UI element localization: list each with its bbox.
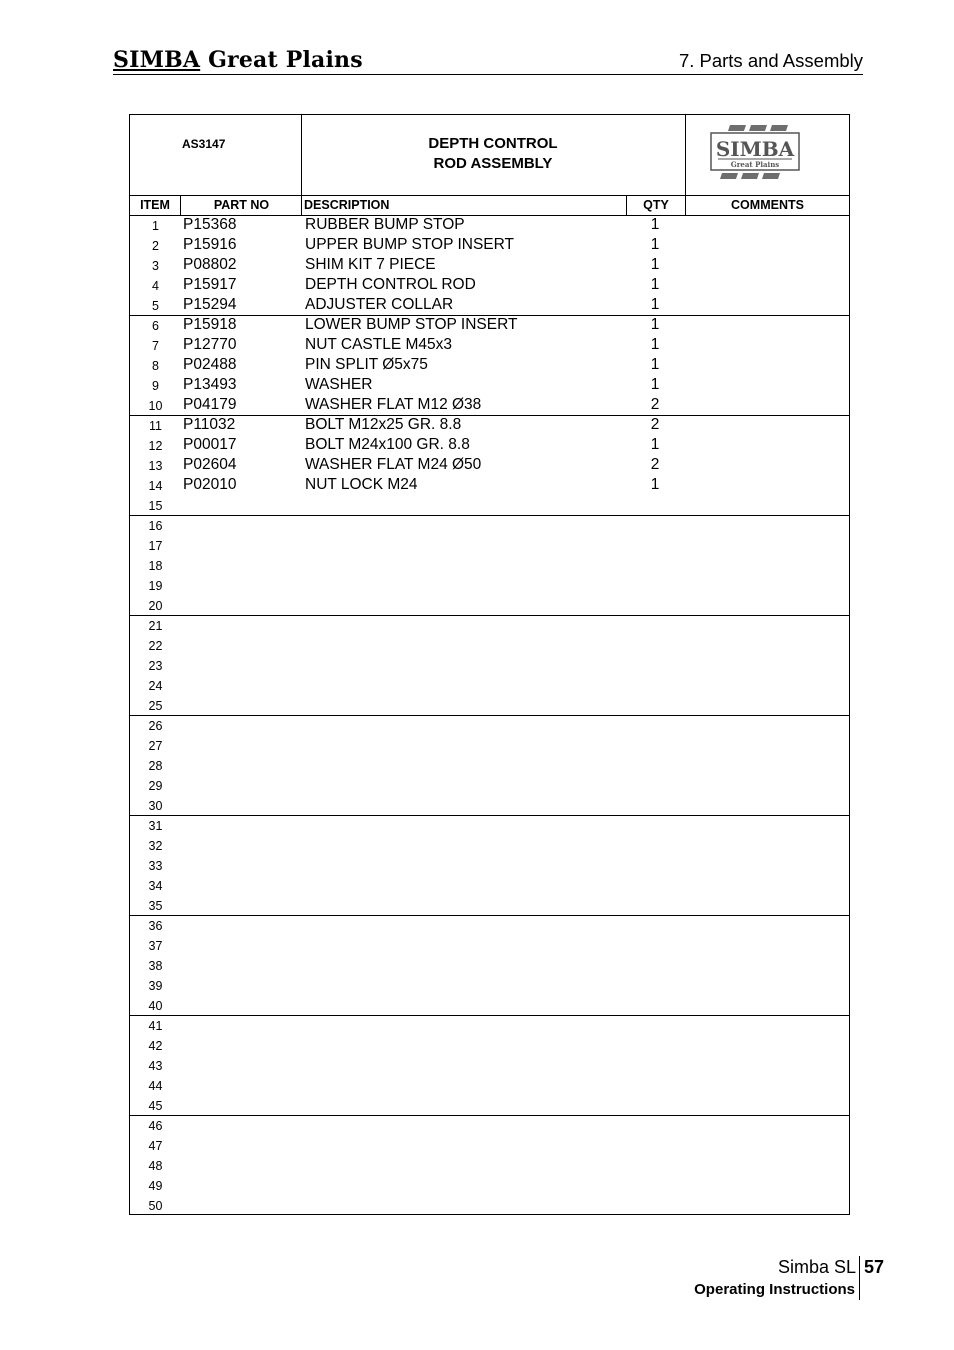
item-number: 32 <box>148 839 163 853</box>
table-row <box>130 655 849 675</box>
item-number: 26 <box>148 719 163 733</box>
simba-logo <box>708 125 802 181</box>
item-number: 17 <box>148 539 163 553</box>
item-number: 29 <box>148 779 163 793</box>
logo-text-main: SIMBA <box>715 137 795 161</box>
item-number: 5 <box>152 299 159 313</box>
item-number: 50 <box>148 1199 163 1213</box>
table-row <box>130 595 849 615</box>
part-number: P15368 <box>183 216 237 233</box>
table-row <box>130 935 849 955</box>
part-description: ADJUSTER COLLAR <box>305 296 454 313</box>
brand-wordmark <box>113 47 363 73</box>
item-number: 19 <box>148 579 163 593</box>
table-row <box>130 615 849 635</box>
table-row <box>130 1055 849 1075</box>
col-header-item: ITEM <box>140 198 170 212</box>
table-row <box>130 815 849 835</box>
table-row <box>130 975 849 995</box>
assembly-title-line1: DEPTH CONTROL <box>428 135 558 152</box>
item-number: 11 <box>149 419 162 433</box>
part-description: SHIM KIT 7 PIECE <box>305 256 436 273</box>
part-qty: 1 <box>650 276 660 293</box>
table-row <box>130 315 849 335</box>
table-row <box>130 635 849 655</box>
header-rule <box>113 74 863 75</box>
col-header-qty: QTY <box>643 198 669 212</box>
item-number: 6 <box>152 319 159 333</box>
item-number: 31 <box>148 819 163 833</box>
table-row <box>130 235 849 255</box>
item-number: 15 <box>148 499 163 513</box>
assembly-title <box>302 134 684 174</box>
table-row <box>130 875 849 895</box>
item-number: 20 <box>148 599 163 613</box>
part-number: P11032 <box>183 416 236 433</box>
table-row <box>130 675 849 695</box>
part-number: P02488 <box>183 356 237 373</box>
logo-text-sub: Great Plains <box>730 160 780 169</box>
item-number: 1 <box>152 219 159 233</box>
table-row <box>130 955 849 975</box>
part-description: NUT LOCK M24 <box>305 476 418 493</box>
part-qty: 1 <box>650 316 660 333</box>
item-number: 48 <box>148 1159 163 1173</box>
table-row <box>130 515 849 535</box>
brand-primary: SIMBA <box>113 47 201 73</box>
item-number: 43 <box>148 1059 163 1073</box>
item-number: 3 <box>152 259 159 273</box>
table-row <box>130 1075 849 1095</box>
table-row <box>130 335 849 355</box>
table-row <box>130 395 849 415</box>
item-number: 21 <box>148 619 163 633</box>
item-number: 36 <box>148 919 163 933</box>
table-row <box>130 795 849 815</box>
part-qty: 1 <box>650 476 660 493</box>
section-title: 7. Parts and Assembly <box>678 50 863 71</box>
item-number: 38 <box>148 959 163 973</box>
item-number: 24 <box>148 679 163 693</box>
table-row <box>130 1175 849 1195</box>
item-number: 34 <box>148 879 163 893</box>
table-row <box>130 835 849 855</box>
item-number: 8 <box>152 359 159 373</box>
table-row <box>130 1035 849 1055</box>
table-row <box>130 455 849 475</box>
part-qty: 1 <box>650 436 660 453</box>
parts-sheet <box>129 114 850 1215</box>
part-description: WASHER <box>305 376 373 393</box>
item-number: 45 <box>148 1099 163 1113</box>
part-description: NUT CASTLE M45x3 <box>305 336 453 353</box>
item-number: 39 <box>148 979 163 993</box>
table-row <box>130 535 849 555</box>
item-number: 18 <box>148 559 163 573</box>
part-description: PIN SPLIT Ø5x75 <box>305 356 428 373</box>
part-number: P08802 <box>183 256 237 273</box>
col-header-part-no: PART NO <box>213 198 270 212</box>
part-qty: 1 <box>650 256 660 273</box>
part-qty: 2 <box>650 416 660 433</box>
table-row <box>130 575 849 595</box>
footer-product: Simba SL <box>777 1257 856 1277</box>
part-number: P12770 <box>183 336 237 353</box>
item-number: 44 <box>148 1079 163 1093</box>
item-number: 33 <box>148 859 163 873</box>
part-number: P02010 <box>183 476 237 493</box>
table-row <box>130 415 849 435</box>
table-row <box>130 215 849 235</box>
item-number: 30 <box>148 799 163 813</box>
part-qty: 1 <box>650 296 660 313</box>
table-row <box>130 915 849 935</box>
table-row <box>130 855 849 875</box>
part-qty: 1 <box>650 356 660 373</box>
item-number: 9 <box>152 379 159 393</box>
table-row <box>130 695 849 715</box>
col-header-comments: COMMENTS <box>731 198 804 212</box>
part-description: RUBBER BUMP STOP <box>305 216 465 233</box>
part-number: P00017 <box>183 436 237 453</box>
part-description: BOLT M24x100 GR. 8.8 <box>305 436 470 453</box>
part-number: P04179 <box>183 396 237 413</box>
item-number: 46 <box>148 1119 163 1133</box>
table-row <box>130 775 849 795</box>
part-description: UPPER BUMP STOP INSERT <box>305 236 515 253</box>
col-divider-item <box>180 195 181 215</box>
part-number: P15294 <box>183 296 237 313</box>
item-number: 2 <box>152 239 159 253</box>
assembly-title-line2: ROD ASSEMBLY <box>433 155 553 172</box>
table-row <box>130 255 849 275</box>
part-number: P15918 <box>183 316 237 333</box>
part-description: BOLT M12x25 GR. 8.8 <box>305 416 462 433</box>
footer-separator <box>859 1256 860 1300</box>
table-row <box>130 1015 849 1035</box>
part-qty: 1 <box>650 336 660 353</box>
table-row <box>130 555 849 575</box>
part-qty: 2 <box>650 456 660 473</box>
part-description: WASHER FLAT M12 Ø38 <box>305 396 482 413</box>
item-number: 12 <box>148 439 163 453</box>
part-description: DEPTH CONTROL ROD <box>305 276 476 293</box>
table-row <box>130 475 849 495</box>
table-row <box>130 495 849 515</box>
item-number: 28 <box>148 759 163 773</box>
table-row <box>130 755 849 775</box>
item-number: 41 <box>148 1019 163 1033</box>
item-number: 40 <box>148 999 163 1013</box>
table-row <box>130 1155 849 1175</box>
table-row <box>130 735 849 755</box>
part-qty: 1 <box>650 236 660 253</box>
table-row <box>130 355 849 375</box>
table-row <box>130 1135 849 1155</box>
item-number: 27 <box>148 739 163 753</box>
part-number: P02604 <box>183 456 237 473</box>
item-number: 7 <box>152 339 159 353</box>
item-number: 23 <box>148 659 163 673</box>
item-number: 35 <box>148 899 163 913</box>
part-description: WASHER FLAT M24 Ø50 <box>305 456 482 473</box>
item-number: 37 <box>148 939 163 953</box>
table-row <box>130 1195 849 1215</box>
footer-subtitle: Operating Instructions <box>694 1281 855 1298</box>
item-number: 10 <box>148 399 163 413</box>
part-qty: 1 <box>650 376 660 393</box>
table-row <box>130 1115 849 1135</box>
table-row <box>130 1095 849 1115</box>
item-number: 16 <box>148 519 163 533</box>
table-row <box>130 375 849 395</box>
table-row <box>130 995 849 1015</box>
item-number: 47 <box>148 1139 163 1153</box>
table-row <box>130 715 849 735</box>
table-row <box>130 295 849 315</box>
item-number: 13 <box>148 459 163 473</box>
table-row <box>130 895 849 915</box>
header-bottom-rule <box>130 195 849 196</box>
item-number: 4 <box>152 279 159 293</box>
page-number: 57 <box>864 1257 885 1277</box>
item-number: 22 <box>148 639 163 653</box>
item-number: 42 <box>148 1039 163 1053</box>
part-qty: 2 <box>650 396 660 413</box>
assembly-code: AS3147 <box>182 137 226 151</box>
part-number: P15917 <box>183 276 237 293</box>
table-row <box>130 435 849 455</box>
part-number: P15916 <box>183 236 237 253</box>
part-description: LOWER BUMP STOP INSERT <box>305 316 518 333</box>
part-qty: 1 <box>650 216 660 233</box>
item-number: 49 <box>148 1179 163 1193</box>
item-number: 14 <box>148 479 163 493</box>
item-number: 25 <box>148 699 163 713</box>
brand-secondary: Great Plains <box>208 47 363 73</box>
part-number: P13493 <box>183 376 237 393</box>
table-row <box>130 275 849 295</box>
col-header-description: DESCRIPTION <box>304 198 390 212</box>
